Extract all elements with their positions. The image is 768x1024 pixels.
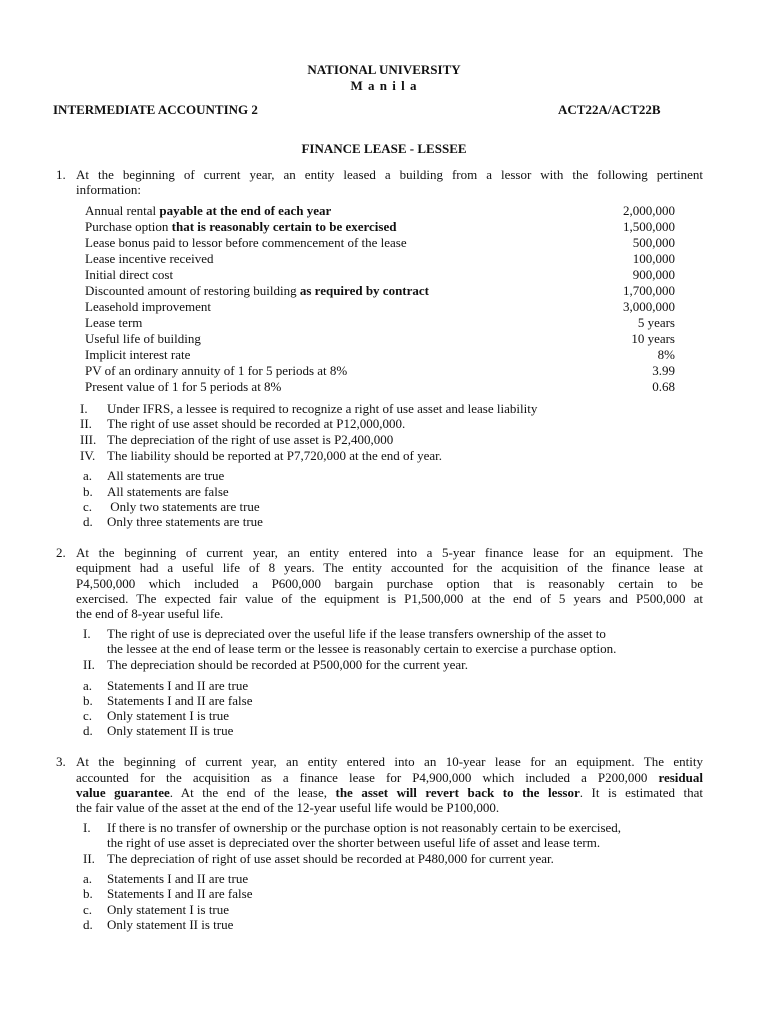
q1-row: PV of an ordinary annuity of 1 for 5 periods at 8% 3.99 bbox=[85, 363, 675, 378]
q3-choice-text: Only statement II is true bbox=[107, 917, 234, 932]
q2-text-line: the end of 8-year useful life. bbox=[76, 606, 224, 621]
q3-choice-text: Only statement I is true bbox=[107, 902, 230, 917]
q2-choice-letter: c. bbox=[83, 708, 93, 723]
q3-choice-text: Statements I and II are false bbox=[107, 886, 253, 901]
q1-statement-num: II. bbox=[80, 416, 92, 431]
q2-choice-letter: b. bbox=[83, 693, 93, 708]
q3-statement-text: The depreciation of right of use asset should be recorded at P480,000 for current year. bbox=[107, 851, 554, 866]
q1-choice-letter: a. bbox=[83, 468, 93, 483]
q2-statement-num: I. bbox=[83, 626, 91, 641]
q1-choice-text: All statements are true bbox=[107, 468, 225, 483]
q2-choice-letter: d. bbox=[83, 723, 93, 738]
q3-statement-num: II. bbox=[83, 851, 95, 866]
q3-choice-letter: a. bbox=[83, 871, 93, 886]
q1-statement-text: Under IFRS, a lessee is required to recognize a right of use asset and lease liability bbox=[107, 401, 538, 416]
q2-choice-text: Only statement II is true bbox=[107, 723, 234, 738]
q3-number: 3. bbox=[56, 754, 66, 769]
q1-statement-text: The depreciation of the right of use asset is P2,400,000 bbox=[107, 432, 394, 447]
q1-row: Discounted amount of restoring building as required by contract 1,700,000 bbox=[85, 283, 675, 298]
q3-statement-text: the right of use asset is depreciated over the shorter between useful life of asset and lease term. bbox=[107, 835, 601, 850]
course-code: ACT22A/ACT22B bbox=[558, 102, 661, 117]
q1-row: Lease term 5 years bbox=[85, 315, 675, 330]
q1-choice-text: Only two statements are true bbox=[107, 499, 260, 514]
q1-choice-letter: d. bbox=[83, 514, 93, 529]
q2-number: 2. bbox=[56, 545, 66, 560]
q3-text-line2: accounted for the acquisition as a finance lease for P4,900,000 which included a P200,000 residual bbox=[76, 770, 703, 785]
q1-row: Useful life of building 10 years bbox=[85, 331, 675, 346]
q2-text-line: At the beginning of current year, an entity entered into a 5-year finance lease for an equipment. The bbox=[76, 545, 703, 560]
q1-choice-letter: c. bbox=[83, 499, 93, 514]
q1-number: 1. bbox=[56, 167, 66, 182]
q2-statement-text: the lessee at the end of lease term or the lessee is reasonably certain to exercise a purchase option. bbox=[107, 641, 617, 656]
q1-text-line1: At the beginning of current year, an entity leased a building from a lessor with the following pertinent bbox=[76, 167, 703, 182]
q3-statement-text: If there is no transfer of ownership or the purchase option is not reasonably certain to be exercised, bbox=[107, 820, 622, 835]
q1-choice-text: Only three statements are true bbox=[107, 514, 263, 529]
q1-statement-text: The liability should be reported at P7,720,000 at the end of year. bbox=[107, 448, 443, 463]
q2-choice-text: Statements I and II are true bbox=[107, 678, 249, 693]
q2-text-line: exercised. The expected fair value of the equipment is P1,500,000 at the end of 5 years and P500,000 at bbox=[76, 591, 703, 606]
university-name: NATIONAL UNIVERSITY bbox=[307, 62, 461, 77]
q3-choice-letter: c. bbox=[83, 902, 93, 917]
q1-choice-text: All statements are false bbox=[107, 484, 229, 499]
q1-row: Purchase option that is reasonably certain to be exercised 1,500,000 bbox=[85, 219, 675, 234]
q2-choice-text: Only statement I is true bbox=[107, 708, 230, 723]
q1-row: Annual rental payable at the end of each year 2,000,000 bbox=[85, 203, 675, 218]
q1-row: Lease bonus paid to lessor before commencement of the lease 500,000 bbox=[85, 235, 675, 250]
q2-statement-num: II. bbox=[83, 657, 95, 672]
q2-choice-letter: a. bbox=[83, 678, 93, 693]
q1-row: Initial direct cost 900,000 bbox=[85, 267, 675, 282]
q1-statement-num: I. bbox=[80, 401, 88, 416]
q1-text-line2: information: bbox=[76, 182, 141, 197]
q1-statement-text: The right of use asset should be recorded at P12,000,000. bbox=[107, 416, 406, 431]
university-city: M a n i l a bbox=[350, 78, 418, 93]
q3-statement-num: I. bbox=[83, 820, 91, 835]
q1-row: Lease incentive received 100,000 bbox=[85, 251, 675, 266]
q3-text-line4: the fair value of the asset at the end of the 12-year useful life would be P100,000. bbox=[76, 800, 500, 815]
q3-choice-text: Statements I and II are true bbox=[107, 871, 249, 886]
q1-statement-num: III. bbox=[80, 432, 97, 447]
q2-text-line: equipment had a useful life of 8 years. The entity accounted for the acquisition of the finance lease at bbox=[76, 560, 703, 575]
q1-statement-num: IV. bbox=[80, 448, 96, 463]
q2-text-line: P4,500,000 which included a P600,000 bargain purchase option that is reasonably certain to be bbox=[76, 576, 703, 591]
q3-text-line1: At the beginning of current year, an entity entered into an 10-year lease for an equipment. The entity bbox=[76, 754, 703, 769]
q2-choice-text: Statements I and II are false bbox=[107, 693, 253, 708]
q3-choice-letter: b. bbox=[83, 886, 93, 901]
q3-choice-letter: d. bbox=[83, 917, 93, 932]
q1-row: Implicit interest rate 8% bbox=[85, 347, 675, 362]
q3-text-line3: value guarantee. At the end of the lease, the asset will revert back to the lessor. It is estimated that bbox=[76, 785, 703, 800]
q2-statement-text: The right of use is depreciated over the useful life if the lease transfers ownership of the asset to bbox=[107, 626, 606, 641]
q1-row: Leasehold improvement 3,000,000 bbox=[85, 299, 675, 314]
document-title: FINANCE LEASE - LESSEE bbox=[301, 141, 467, 156]
q2-statement-text: The depreciation should be recorded at P500,000 for the current year. bbox=[107, 657, 468, 672]
course-title: INTERMEDIATE ACCOUNTING 2 bbox=[53, 102, 258, 117]
q1-choice-letter: b. bbox=[83, 484, 93, 499]
q1-row: Present value of 1 for 5 periods at 8% 0.68 bbox=[85, 379, 675, 394]
